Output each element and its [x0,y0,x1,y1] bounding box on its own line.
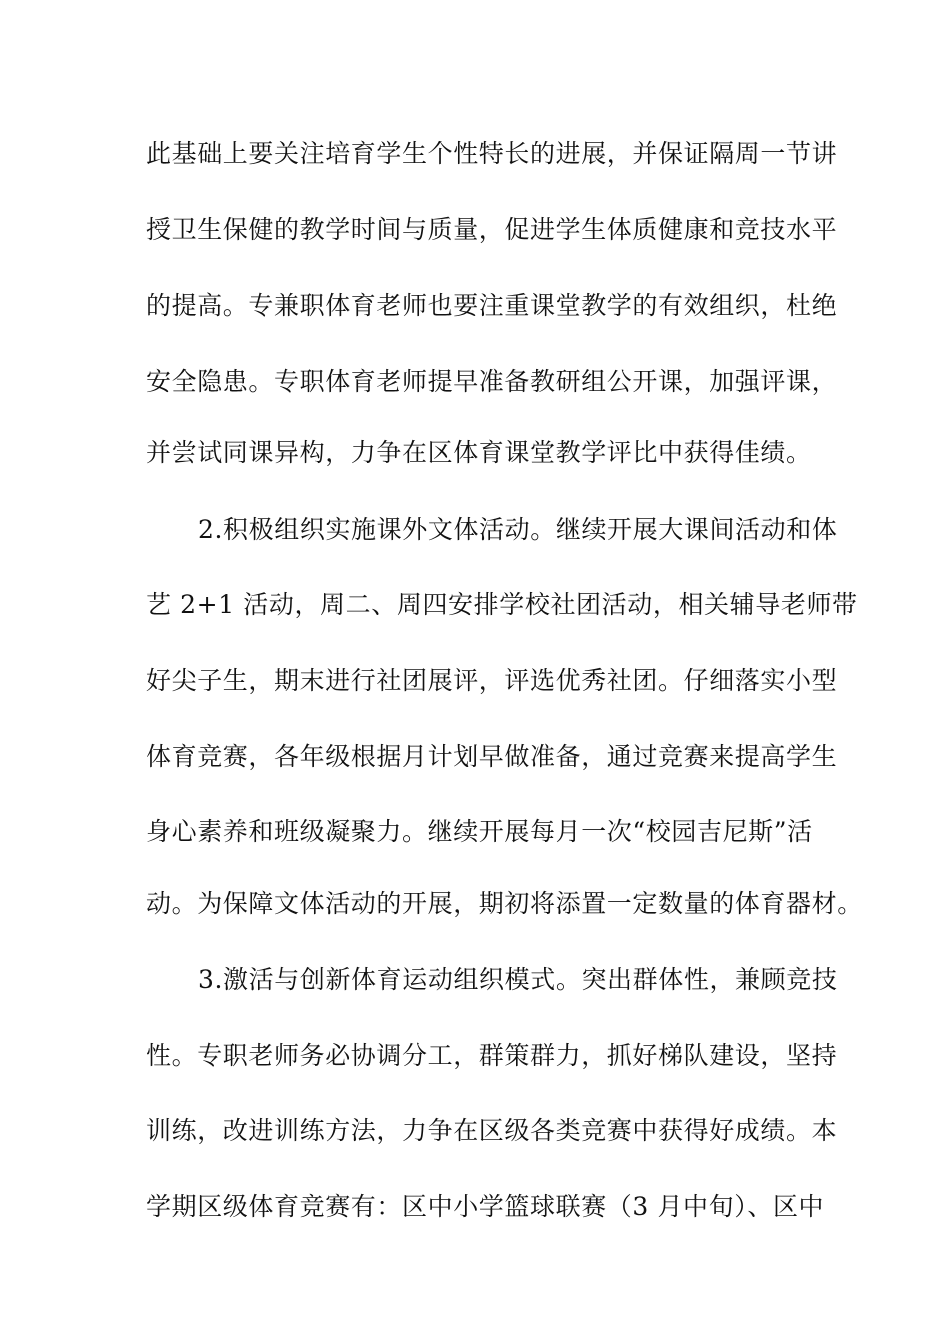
body-text-line: 身心素养和班级凝聚力。继续开展每月一次“校园吉尼斯”活 [146,817,813,846]
paragraph-2-first-line: 2.积极组织实施课外文体活动。继续开展大课间活动和体 [198,515,838,544]
body-text-line: 训练，改进训练方法，力争在区级各类竞赛中获得好成绩。本 [146,1116,838,1145]
body-text-line: 的提高。专兼职体育老师也要注重课堂教学的有效组织，杜绝 [146,291,838,320]
body-text-line: 授卫生保健的教学时间与质量，促进学生体质健康和竞技水平 [146,215,838,244]
body-text-line: 并尝试同课异构，力争在区体育课堂教学评比中获得佳绩。 [146,438,812,467]
body-text-line: 艺 2+1 活动，周二、周四安排学校社团活动，相关辅导老师带 [146,590,858,619]
body-text-line: 此基础上要关注培育学生个性特长的进展，并保证隔周一节讲 [146,139,838,168]
body-text-line: 体育竞赛，各年级根据月计划早做准备，通过竞赛来提高学生 [146,742,838,771]
body-text-line: 动。为保障文体活动的开展，期初将添置一定数量的体育器材。 [146,889,863,918]
body-text-line: 学期区级体育竞赛有：区中小学篮球联赛（3 月中旬）、区中 [146,1192,825,1221]
body-text-line: 安全隐患。专职体育老师提早准备教研组公开课，加强评课， [146,367,838,396]
paragraph-3-first-line: 3.激活与创新体育运动组织模式。突出群体性，兼顾竞技 [198,965,838,994]
body-text-line: 好尖子生，期末进行社团展评，评选优秀社团。仔细落实小型 [146,666,838,695]
body-text-line: 性。专职老师务必协调分工，群策群力，抓好梯队建设，坚持 [146,1041,838,1070]
